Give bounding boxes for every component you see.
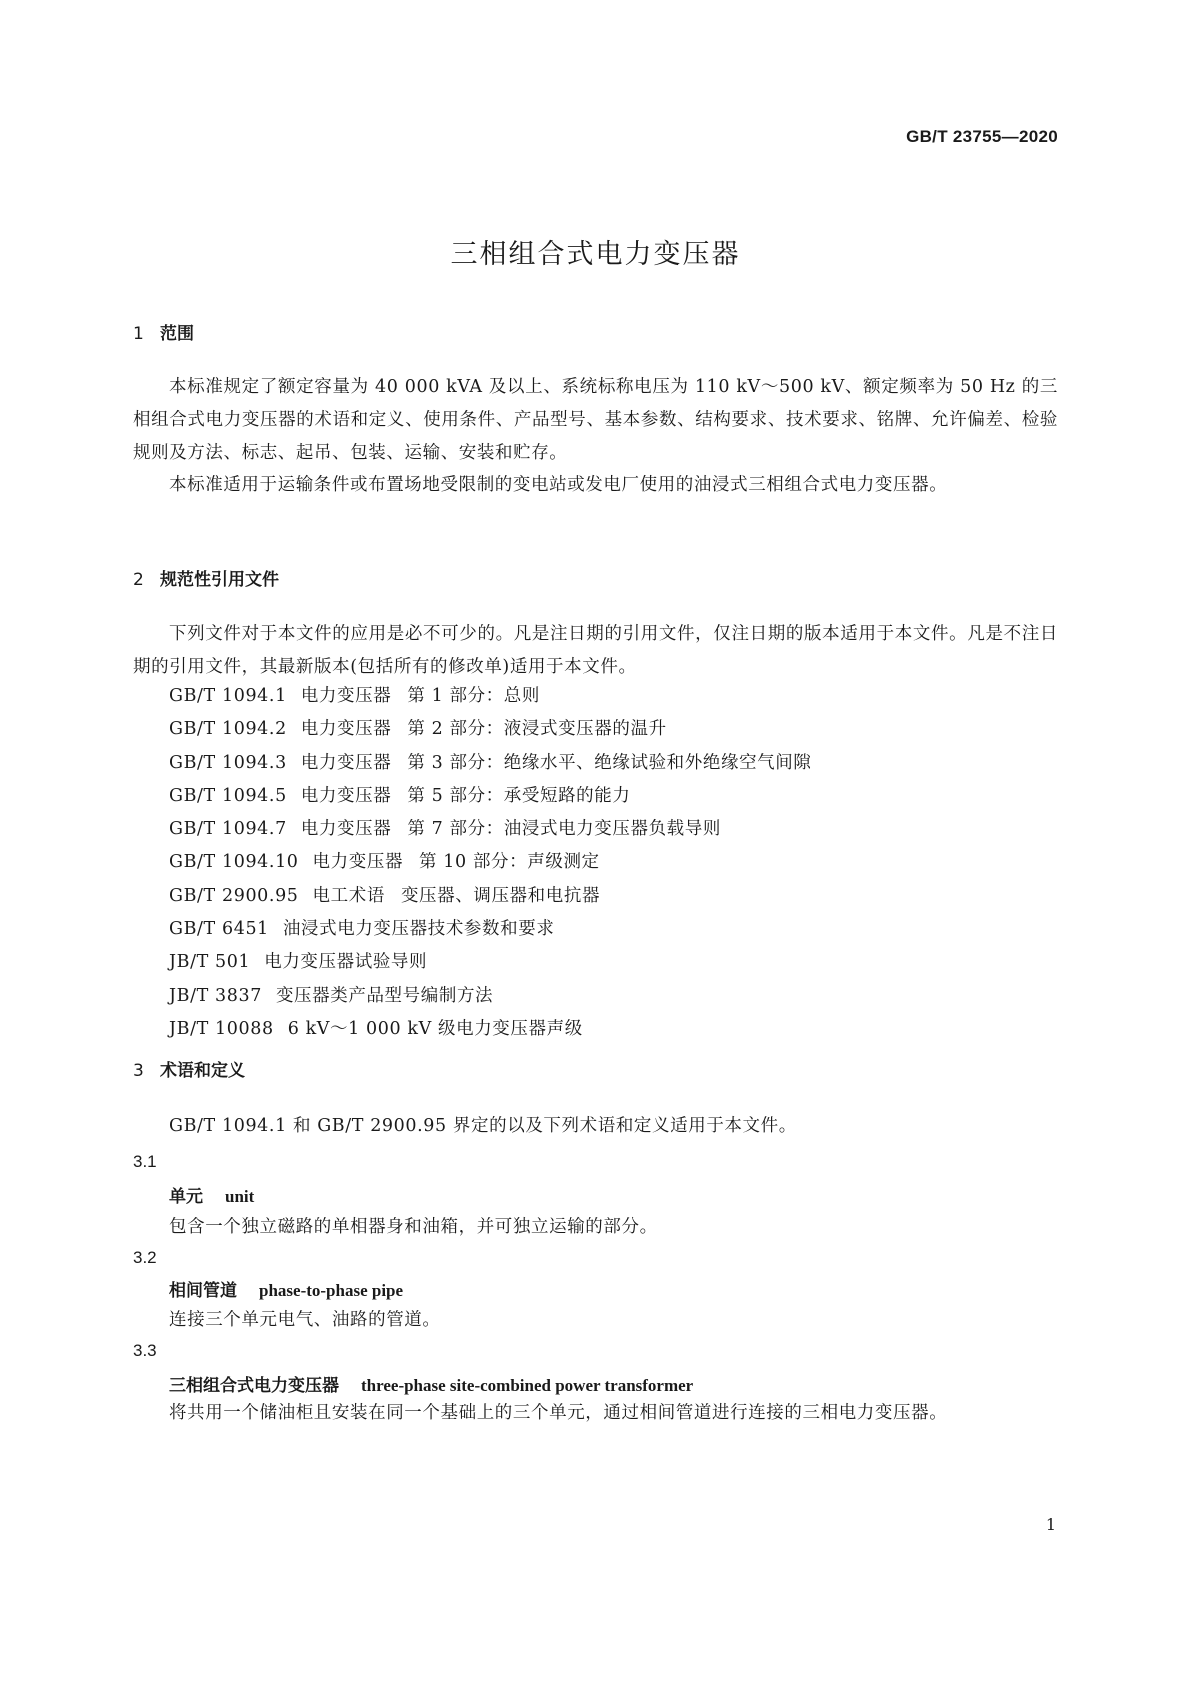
section-number: 3 <box>133 1061 144 1081</box>
terms-intro: GB/T 1094.1 和 GB/T 2900.95 界定的以及下列术语和定义适用于本文件。 <box>169 1116 797 1136</box>
references-intro: 下列文件对于本文件的应用是必不可少的。凡是注日期的引用文件，仅注日期的版本适用于本文件。凡是不注日期的引用文件，其最新版本(包括所有的修改单)适用于本文件。 <box>133 624 1058 677</box>
reference-item: GB/T 6451 油浸式电力变压器技术参数和要求 <box>169 919 555 940</box>
term-heading: 三相组合式电力变压器 three-phase site-combined power transformer <box>169 1376 694 1396</box>
reference-item: GB/T 1094.1 电力变压器 第 1 部分：总则 <box>169 686 540 706</box>
reference-item: GB/T 1094.3 电力变压器 第 3 部分：绝缘水平、绝缘试验和外绝缘空气间隙 <box>169 752 812 773</box>
reference-item: JB/T 3837 变压器类产品型号编制方法 <box>169 985 494 1006</box>
document-title: 三相组合式电力变压器 <box>450 239 741 270</box>
section-title: 术语和定义 <box>160 1061 245 1081</box>
reference-item: JB/T 501 电力变压器试验导则 <box>169 952 428 973</box>
reference-item: GB/T 1094.7 电力变压器 第 7 部分：油浸式电力变压器负载导则 <box>169 819 721 840</box>
section-number: 1 <box>133 324 144 344</box>
reference-list <box>169 680 811 1046</box>
term-definition: 将共用一个储油柜且安装在同一个基础上的三个单元，通过相间管道进行连接的三相电力变压器。 <box>169 1403 948 1423</box>
reference-item: JB/T 10088 6 kV～1 000 kV 级电力变压器声级 <box>169 1018 583 1039</box>
standard-code: GB/T 23755—2020 <box>906 127 1058 146</box>
reference-item: GB/T 2900.95 电工术语 变压器、调压器和电抗器 <box>169 885 601 906</box>
term-definition: 包含一个独立磁路的单相器身和油箱，并可独立运输的部分。 <box>169 1217 658 1237</box>
reference-item: GB/T 1094.2 电力变压器 第 2 部分：液浸式变压器的温升 <box>169 719 667 740</box>
reference-item: GB/T 1094.5 电力变压器 第 5 部分：承受短路的能力 <box>169 785 631 806</box>
section-number: 2 <box>133 570 144 590</box>
term-heading: 单元 unit <box>169 1187 255 1207</box>
scope-paragraph-1: 本标准规定了额定容量为 40 000 kVA 及以上、系统标称电压为 110 kV～500 kV、额定频率为 50 Hz 的三相组合式电力变压器的术语和定义、使用条件、产品型号、基本参数、结构要求、技术要求、铭牌、允许偏差、检验规则及方法、标志、起吊、包装、运输、安装和贮存。 <box>133 377 1058 463</box>
term-definition: 连接三个单元电气、油路的管道。 <box>169 1310 441 1330</box>
reference-item: GB/T 1094.10 电力变压器 第 10 部分：声级测定 <box>169 852 600 873</box>
term-number: 3.1 <box>133 1152 157 1171</box>
section-title: 规范性引用文件 <box>160 570 279 590</box>
section-heading-terms-definitions <box>133 1056 245 1081</box>
term-number: 3.3 <box>133 1341 157 1360</box>
term-number: 3.2 <box>133 1248 157 1267</box>
scope-paragraph-2: 本标准适用于运输条件或布置场地受限制的变电站或发电厂使用的油浸式三相组合式电力变压器。 <box>169 475 948 495</box>
term-heading: 相间管道 phase-to-phase pipe <box>169 1281 404 1301</box>
page-number: 1 <box>1045 1515 1056 1534</box>
section-title: 范围 <box>160 324 194 344</box>
section-heading-normative-references <box>133 565 279 590</box>
section-heading-scope <box>133 319 194 344</box>
